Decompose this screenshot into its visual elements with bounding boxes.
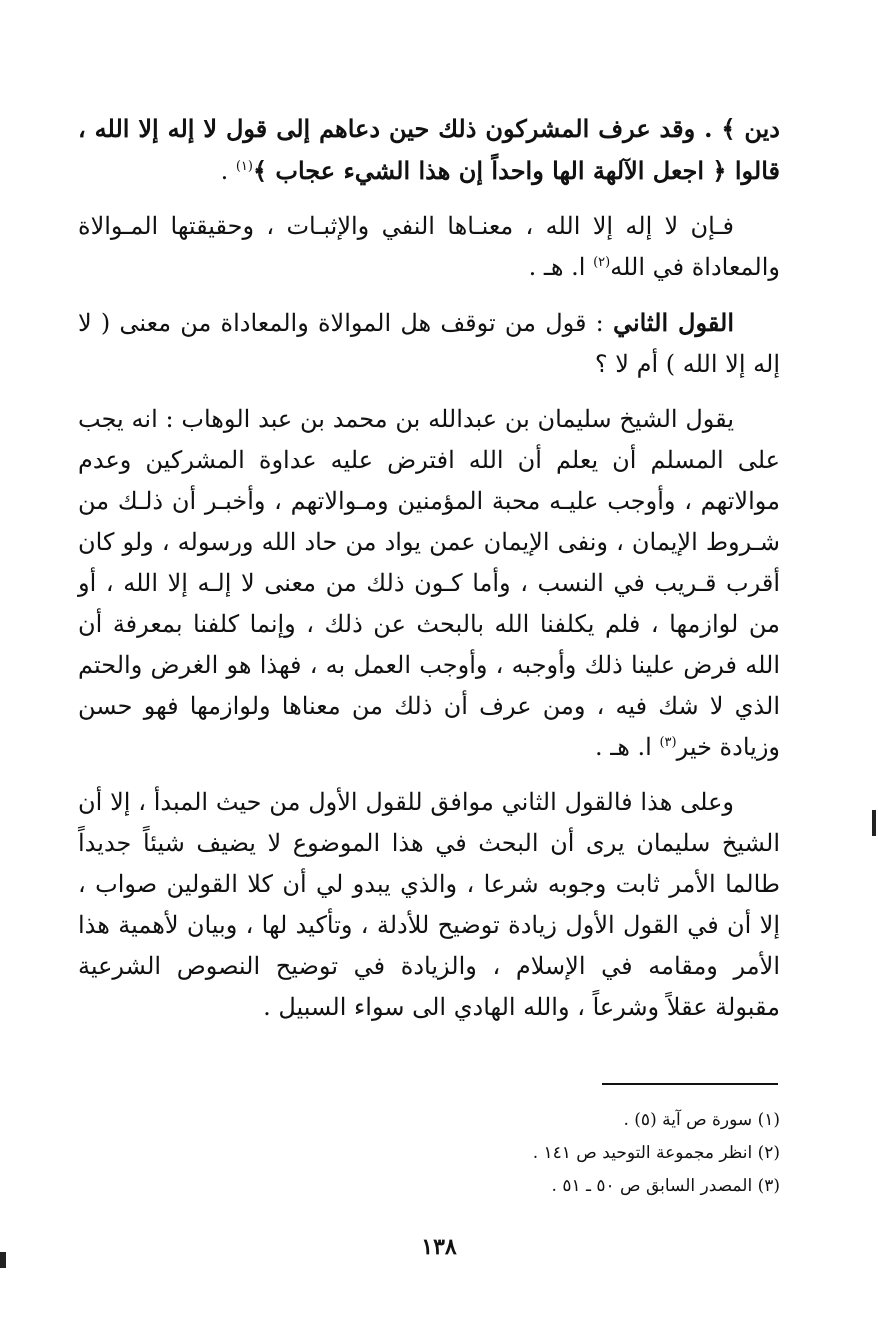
paragraph-4-text: يقول الشيخ سليمان بن عبدالله بن محمد بن عبد الوهاب : انه يجب على المسلم أن يعلم أن الله افترض عليه عداوة المشركين وعدم موالاتهم ، وأوجب عليـه محبة المؤمنين ومـوالاتهم ، وأخبـر أن ذلـك من شـروط الإيمان ، ونفى الإيمان عمن يواد من حاد الله ورسوله ، ولو كان أقرب قـريب في النسب ، وأما كـون ذلك من معنى لا إلـه إلا الله ، أو من لوازمها ، فلم يكلفنا الله بالبحث عن ذلك ، وإنما كلفنا بمعرفة أن الله فرض علينا ذلك وأوجبه ، وأوجب العمل به ، فهذا هو الغرض والحتم الذي لا شك فيه ، ومن عرف أن ذلك من معناها ولوازمها فهو حسن وزيادة خير xyxy=(78,405,780,761)
page-number: ١٣٨ xyxy=(421,1234,457,1260)
main-text xyxy=(78,108,780,1028)
paragraph-2-text: فـإن لا إله إلا الله ، معنـاها النفي والإثبـات ، وحقيقتها المـوالاة والمعاداة في الله xyxy=(78,212,780,281)
paragraph-2-end: ا. هـ . xyxy=(528,253,594,281)
paragraph-3 xyxy=(78,302,780,385)
footnote-divider xyxy=(602,1083,778,1085)
paragraph-5: وعلى هذا فالقول الثاني موافق للقول الأول من حيث المبدأ ، إلا أن الشيخ سليمان يرى أن البحث في هذا الموضوع لا يضيف شيئاً جديداً طالما الأمر ثابت وجوبه شرعا ، والذي يبدو لي أن كلا القولين صواب ، إلا أن في القول الأول زيادة توضيح للأدلة ، وتأكيد لها ، وبيان لأهمية هذا الأمر ومقامه في الإسلام ، والزيادة في توضيح النصوص الشرعية مقبولة عقلاً وشرعاً ، والله الهادي الى سواء السبيل . xyxy=(78,788,780,1021)
paragraph-3-text: : قول من توقف هل الموالاة والمعاداة من معنى ( لا إله إلا الله ) أم لا ؟ xyxy=(78,309,780,378)
footnote-ref-2[interactable]: (٢) xyxy=(593,255,611,270)
footnote-ref-1[interactable]: (١) xyxy=(235,159,253,174)
paragraph-1-end: . xyxy=(220,157,236,185)
paragraph-2 xyxy=(78,206,780,288)
footnote-1: (١) سورة ص آية (٥) . xyxy=(623,1110,780,1130)
paragraph-1-text: دين ﴾ . وقد عرف المشركون ذلك حين دعاهم إلى قول لا إله إلا الله ، قالوا ﴿ اجعل الآلهة الها واحداً إن هذا الشيء عجاب ﴾ xyxy=(78,114,780,185)
section-heading-second-opinion: القول الثاني xyxy=(612,308,735,337)
paragraph-4 xyxy=(78,399,780,768)
footnote-2: (٢) انظر مجموعة التوحيد ص ١٤١ . xyxy=(532,1143,780,1163)
footnote-ref-3[interactable]: (٣) xyxy=(659,735,677,750)
paragraph-4-end: ا. هـ . xyxy=(594,733,660,761)
footnote-3: (٣) المصدر السابق ص ٥٠ ـ ٥١ . xyxy=(551,1176,780,1196)
scan-edge-mark-top xyxy=(872,810,876,836)
paragraph-1 xyxy=(78,108,780,192)
footnotes xyxy=(78,1104,780,1203)
scan-edge-mark-bottom xyxy=(0,1252,6,1268)
